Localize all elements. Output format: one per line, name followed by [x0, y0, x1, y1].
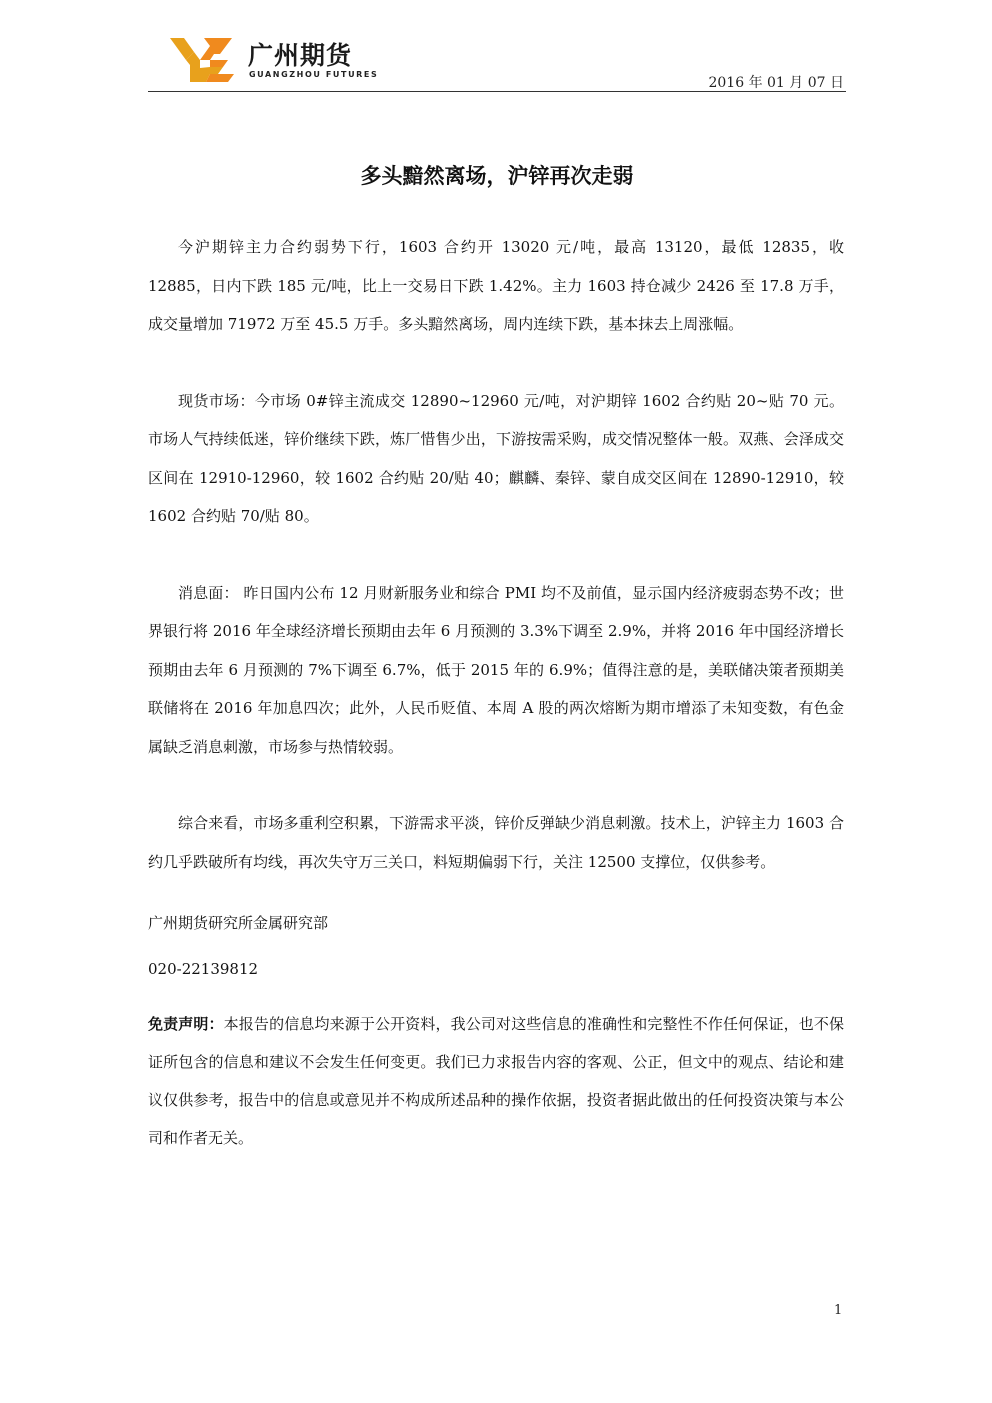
- signature-department: 广州期货研究所金属研究部: [148, 914, 329, 932]
- header-divider: [148, 91, 846, 92]
- company-logo: [170, 36, 390, 84]
- logo-chinese-name: 广州期货: [248, 41, 353, 70]
- page-header: [148, 30, 846, 96]
- paragraph-futures-summary: 今沪期锌主力合约弱势下行，1603 合约开 13020 元/吨，最高 13120，最低 12835，收 12885，日内下跌 185 元/吨，比上一交易日下跌 1.42%。主力 1603 持仓减少 2426 至 17.8 万手，成交量增加 71972 万至 45.5 万手。多头黯然离场，周内连续下跌，基本抹去上周涨幅。: [148, 238, 844, 333]
- report-date: 2016 年 01 月 07 日: [708, 75, 844, 91]
- disclaimer-text: 本报告的信息均来源于公开资料，我公司对这些信息的准确性和完整性不作任何保证，也不保证所包含的信息和建议不会发生任何变更。我们已力求报告内容的客观、公正，但文中的观点、结论和建议仅供参考，报告中的信息或意见并不构成所述品种的操作依据，投资者据此做出的任何投资决策与本公司和作者无关。: [148, 1015, 844, 1147]
- report-body: [148, 228, 844, 1157]
- paragraph-spot-market: 现货市场：今市场 0#锌主流成交 12890~12960 元/吨，对沪期锌 1602 合约贴 20~贴 70 元。市场人气持续低迷，锌价继续下跌，炼厂惜售少出，下游按需采购，成交情况整体一般。双燕、会泽成交区间在 12910-12960，较 1602 合约贴 20/贴 40；麒麟、秦锌、蒙自成交区间在 12890-12910，较 1602 合约贴 70/贴 80。: [148, 391, 844, 525]
- signature-phone: 020-22139812: [148, 960, 259, 978]
- paragraph-news: 消息面： 昨日国内公布 12 月财新服务业和综合 PMI 均不及前值，显示国内经济疲弱态势不改；世界银行将 2016 年全球经济增长预期由去年 6 月预测的 3.3%下调至 2.9%，并将 2016 年中国经济增长预期由去年 6 月预测的 7%下调至 6.7%，低于 2015 年的 6.9%；值得注意的是，美联储决策者预期美联储将在 2016 年加息四次；此外，人民币贬值、本周 A 股的两次熔断为期市增添了未知变数，有色金属缺乏消息刺激，市场参与热情较弱。: [148, 583, 844, 756]
- disclaimer-label: 免责声明：: [148, 1015, 224, 1033]
- report-title: 多头黯然离场，沪锌再次走弱: [360, 164, 634, 188]
- disclaimer: [148, 1005, 844, 1157]
- page-number: 1: [834, 1303, 843, 1318]
- logo-english-name: GUANGZHOU FUTURES: [249, 70, 379, 79]
- paragraph-outlook: 综合来看，市场多重利空积累，下游需求平淡，锌价反弹缺少消息刺激。技术上，沪锌主力 1603 合约几乎跌破所有均线，再次失守万三关口，料短期偏弱下行，关注 12500 支撑位，仅供参考。: [148, 814, 844, 871]
- guangzhou-futures-logo-icon: [170, 38, 236, 82]
